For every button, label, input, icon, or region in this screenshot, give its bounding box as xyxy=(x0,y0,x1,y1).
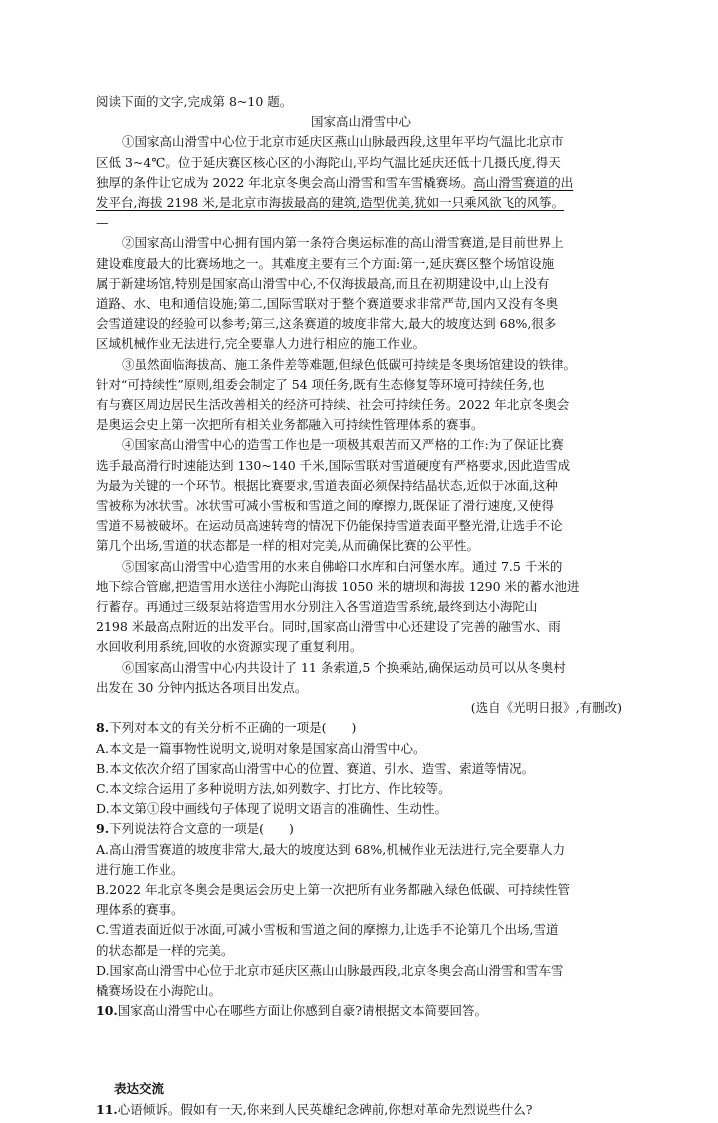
option-c-cont: 的状态都是一样的完美。 xyxy=(96,942,234,958)
paragraph-line: 道路、水、电和通信设施;第二,国际雪联对于整个赛道要求非常严苛,国内又没有冬奥 xyxy=(96,296,559,312)
option-d: D.国家高山滑雪中心位于北京市延庆区燕山山脉最西段,北京冬奥会高山滑雪和雪车雪 xyxy=(96,962,564,978)
option-d: D.本文第①段中画线句子体现了说明文语言的准确性、生动性。 xyxy=(96,801,448,817)
answer-space xyxy=(96,1021,626,1079)
source-citation: (选自《光明日报》,有删改) xyxy=(470,700,622,716)
reading-instruction: 阅读下面的文字,完成第 8~10 题。 xyxy=(96,94,293,109)
paragraph-line: 有与赛区周边居民生活改善相关的经济可持续、社会可持续任务。2022 年北京冬奥会 xyxy=(96,397,570,413)
option-c: C.雪道表面近似于冰面,可减小雪板和雪道之间的摩擦力,让选手不论第几个出场,雪道 xyxy=(96,922,559,938)
paragraph-line: ③虽然面临海拔高、施工条件差等难题,但绿色低碳可持续是冬奥场馆建设的铁律。 xyxy=(122,356,576,372)
paragraph-line: ⑤国家高山滑雪中心造雪用的水来自佛峪口水库和白河堡水库。通过 7.5 千米的 xyxy=(122,558,563,574)
paragraph-line: 为最为关键的一个环节。根据比赛要求,雪道表面必须保持结晶状态,近似于冰面,这种 xyxy=(96,477,558,493)
paragraph-line: 针对“可持续性”原则,组委会制定了 54 项任务,既有生态修复等环境可持续任务,也 xyxy=(96,376,545,392)
question-text: 心语倾诉。假如有一天,你来到人民英雄纪念碑前,你想对革命先烈说些什么? xyxy=(117,1101,533,1117)
question-number: 8. xyxy=(96,720,110,736)
option-b: B.2022 年北京冬奥会是奥运会历史上第一次把所有业务都融入绿色低碳、可持续性管 xyxy=(96,881,570,897)
paragraph-line: 出发在 30 分钟内抵达各项目出发点。 xyxy=(96,679,308,695)
paragraph-line: 建设难度最大的比赛场地之一。其难度主要有三个方面:第一,延庆赛区整个场馆设施 xyxy=(96,255,555,271)
paragraph-3 xyxy=(96,355,626,436)
option-d-cont: 橇赛场设在小海陀山。 xyxy=(96,982,222,998)
paragraph-line: ②国家高山滑雪中心拥有国内第一条符合奥运标准的高山滑雪赛道,是目前世界上 xyxy=(122,235,564,251)
paragraph-line: 行蓄存。再通过三级泵站将造雪用水分别注入各雪道造雪系统,最终到达小海陀山 xyxy=(96,599,538,615)
paragraph-line xyxy=(96,173,626,193)
plain-text: 独厚的条件让它成为 2022 年北京冬奥会高山滑雪和雪车雪橇赛场。 xyxy=(96,174,474,190)
section-heading: 表达交流 xyxy=(114,1081,165,1097)
question-10 xyxy=(96,1001,626,1021)
option-c: C.本文综合运用了多种说明方法,如列数字、打比方、作比较等。 xyxy=(96,780,451,796)
question-number: 9. xyxy=(96,821,110,837)
option-a: A.高山滑雪赛道的坡度非常大,最大的坡度达到 68%,机械作业无法进行,完全要靠人力 xyxy=(96,841,566,857)
passage-title: 国家高山滑雪中心 xyxy=(310,114,411,130)
question-9 xyxy=(96,819,626,1001)
paragraph-line: ①国家高山滑雪中心位于北京市延庆区燕山山脉最西段,这里年平均气温比北京市 xyxy=(122,134,564,150)
paragraph-line: 属于新建场馆,特别是国家高山滑雪中心,不仅海拔最高,而且在初期建设中,山上没有 xyxy=(96,275,550,291)
paragraph-line: 会雪道建设的经验可以参考;第三,这条赛道的坡度非常大,最大的坡度达到 68%,很多 xyxy=(96,316,557,332)
document-page xyxy=(96,92,626,1120)
paragraph-2 xyxy=(96,233,626,354)
paragraph-line: 区域机械作业无法进行,完全要靠人力进行相应的施工作业。 xyxy=(96,336,425,352)
underline-tail: — xyxy=(96,215,109,231)
paragraph-5 xyxy=(96,557,626,658)
paragraph-line: 区低 3~4℃。位于延庆赛区核心区的小海陀山,平均气温比延庆还低十几摄氏度,得天 xyxy=(96,154,561,170)
question-text: 国家高山滑雪中心在哪些方面让你感到自豪?请根据文本简要回答。 xyxy=(117,1003,487,1019)
question-text: 下列对本文的有关分析不正确的一项是( ) xyxy=(109,720,357,736)
option-a-cont: 进行施工作业。 xyxy=(96,861,184,877)
question-text: 下列说法符合文意的一项是( ) xyxy=(109,821,294,837)
paragraph-line: 第几个出场,雪道的状态都是一样的相对完美,从而确保比赛的公平性。 xyxy=(96,538,479,554)
question-11 xyxy=(96,1100,626,1120)
paragraph-6 xyxy=(96,658,626,698)
paragraph-1 xyxy=(96,132,626,233)
paragraph-line: 雪被称为冰状雪。冰状雪可减小雪板和雪道之间的摩擦力,既保证了滑行速度,又使得 xyxy=(96,498,554,514)
paragraph-line: 选手最高滑行时速能达到 130~140 千米,国际雪联对雪道硬度有严格要求,因此造雪成 xyxy=(96,457,571,473)
paragraph-line: 地下综合管廊,把造雪用水送往小海陀山海拔 1050 米的塘坝和海拔 1290 米的蓄水池进 xyxy=(96,578,580,594)
question-number: 11. xyxy=(96,1101,118,1117)
option-b: B.本文依次介绍了国家高山滑雪中心的位置、赛道、引水、造雪、索道等情况。 xyxy=(96,760,535,776)
paragraph-line: 水回收利用系统,回收的水资源实现了重复利用。 xyxy=(96,639,363,655)
paragraph-line: ⑥国家高山滑雪中心内共设计了 11 条索道,5 个换乘站,确保运动员可以从冬奥村 xyxy=(122,659,566,675)
underlined-sentence: 高山滑雪赛道的出 xyxy=(473,174,574,190)
paragraph-line: 是奥运会史上第一次把所有相关业务都融入可持续性管理体系的赛事。 xyxy=(96,417,484,433)
paragraph-line: 2198 米最高点附近的出发平台。同时,国家高山滑雪中心还建设了完善的融雪水、雨 xyxy=(96,619,561,635)
paragraph-4 xyxy=(96,435,626,556)
option-a: A.本文是一篇事物性说明文,说明对象是国家高山滑雪中心。 xyxy=(96,740,426,756)
option-b-cont: 理体系的赛事。 xyxy=(96,902,184,918)
paragraph-line: 雪道不易被破坏。在运动员高速转弯的情况下仍能保持雪道表面平整光滑,让选手不论 xyxy=(96,518,563,534)
question-number: 10. xyxy=(96,1003,118,1019)
question-stem xyxy=(96,718,626,738)
question-8 xyxy=(96,718,626,819)
question-stem xyxy=(96,819,626,839)
paragraph-line: ④国家高山滑雪中心的造雪工作也是一项极其艰苦而又严格的工作:为了保证比赛 xyxy=(122,437,564,453)
underlined-sentence: 发平台,海拔 2198 米,是北京市海拔最高的建筑,造型优美,犹如一只乘风欲飞的风筝。 xyxy=(96,195,565,211)
